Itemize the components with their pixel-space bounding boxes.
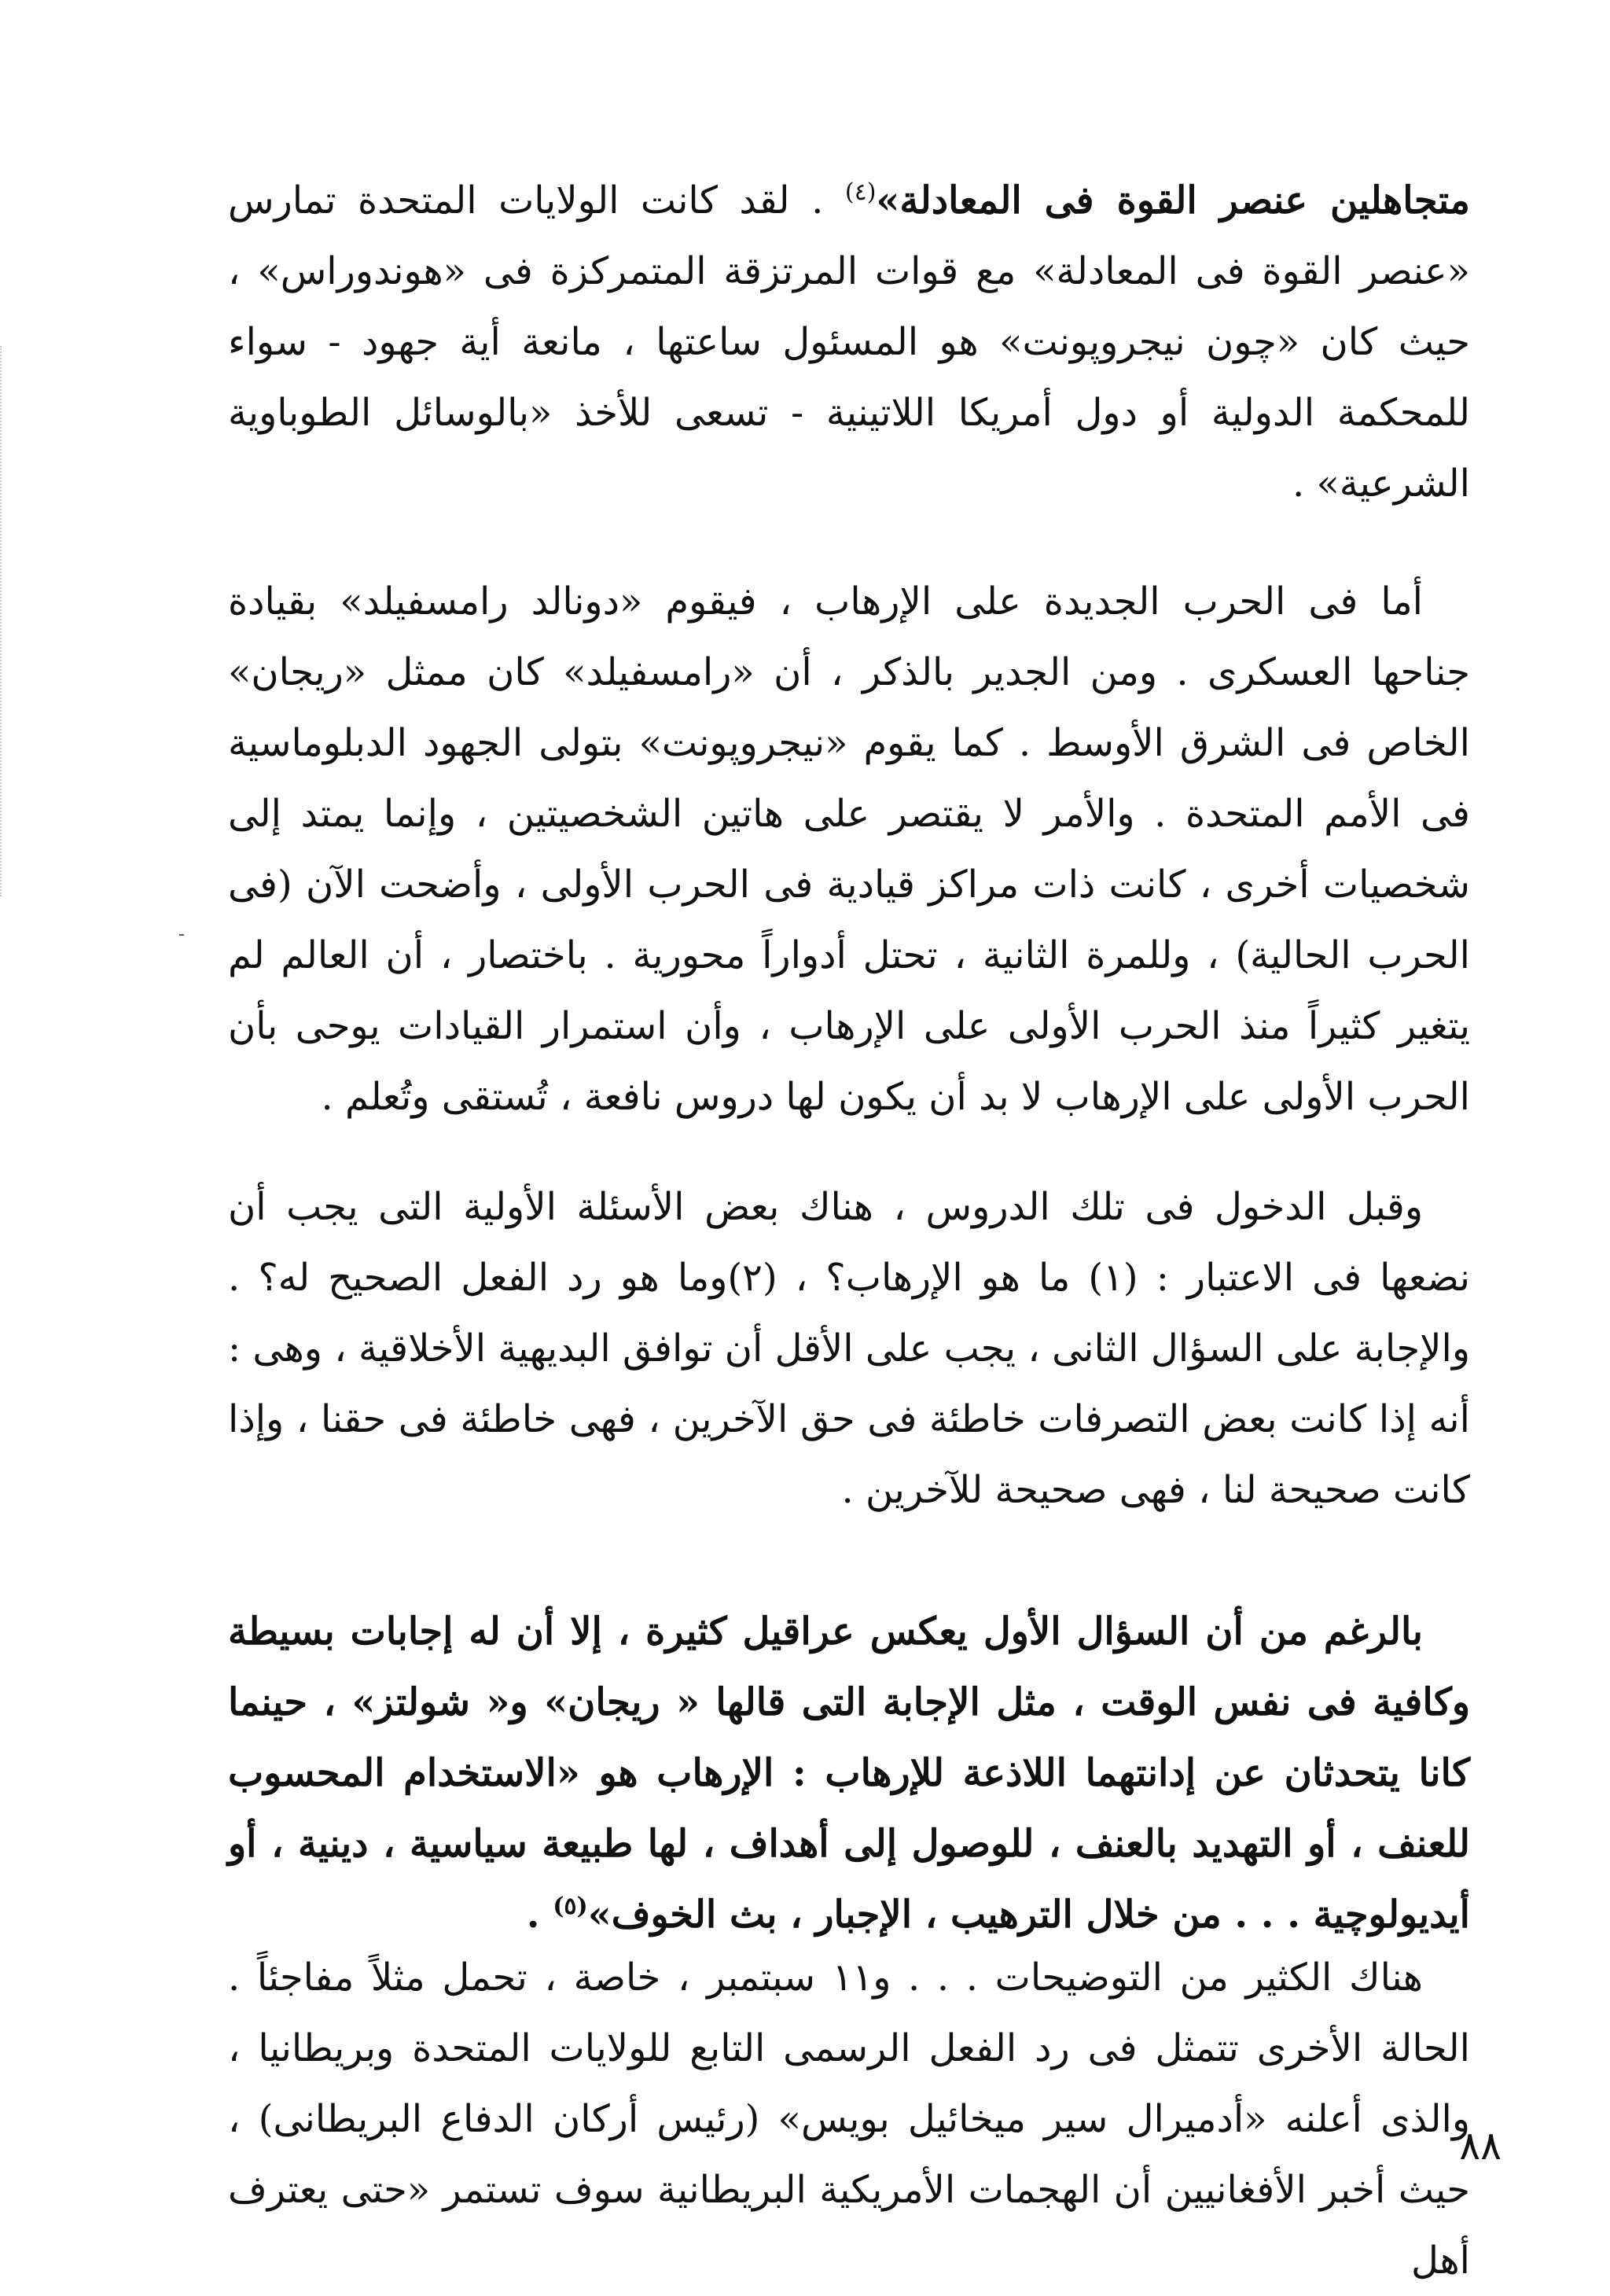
- page-body: [228, 157, 1471, 2283]
- scan-edge-marks: [0, 346, 16, 896]
- paragraph-3: [228, 1172, 1470, 1525]
- footnote-marker-5: (٥): [553, 1893, 588, 1920]
- paragraph-4-bold-quote: [228, 1596, 1470, 1950]
- paragraph-4-text: بالرغم من أن السؤال الأول يعكس عراقيل كثيرة ، إلا أن له إجابات بسيطة وكافية فى نفس الوقت ، مثل الإجابة التى قالها « ريجان» و« شولتز» ، حينما كانا يتحدثان عن إدانتهما اللاذعة للإرهاب : الإرهاب هو «الاستخدام المحسوب للعنف ، أو التهديد بالعنف ، للوصول إلى أهداف ، لها طبيعة سياسية ، دينية ، أو أيديولوچية . . . من خلال الترهيب ، الإجبار ، بث الخوف»: [228, 1610, 1470, 1937]
- paragraph-3-text: وقبل الدخول فى تلك الدروس ، هناك بعض الأسئلة الأولية التى يجب أن نضعها فى الاعتبار : (١) ما هو الإرهاب؟ ، (٢)وما هو رد الفعل الصحيح له؟ . والإجابة على السؤال الثانى ، يجب على الأقل أن توافق البديهية الأخلاقية ، وهى : أنه إذا كانت بعض التصرفات خاطئة فى حق الآخرين ، فهى خاطئة فى حقنا ، وإذا كانت صحيحة لنا ، فهى صحيحة للآخرين .: [228, 1185, 1471, 1512]
- paragraph-5: [228, 1942, 1470, 2296]
- paragraph-2-text: أما فى الحرب الجديدة على الإرهاب ، فيقوم «دونالد رامسفيلد» بقيادة جناحها العسكرى . ومن الجدير بالذكر ، أن «رامسفيلد» كان ممثل «ريجان» الخاص فى الشرق الأوسط . كما يقوم «نيجروپونت» بتولى الجهود الدبلوماسية فى الأمم المتحدة . والأمر لا يقتصر على هاتين الشخصيتين ، وإنما يمتد إلى شخصيات أخرى ، كانت ذات مراكز قيادية فى الحرب الأولى ، وأضحت الآن (فى الحرب الحالية) ، وللمرة الثانية ، تحتل أدواراً محورية . باختصار ، أن العالم لم يتغير كثيراً منذ الحرب الأولى على الإرهاب ، وأن استمرار القيادات يوحى بأن الحرب الأولى على الإرهاب لا بد أن يكون لها دروس نافعة ، تُستقى وتُعلم .: [228, 580, 1470, 1119]
- paragraph-2: [228, 566, 1470, 1132]
- scan-speck: [179, 934, 184, 936]
- paragraph-5-text: هناك الكثير من التوضيحات . . . و١١ سبتمبر ، خاصة ، تحمل مثلاً مفاجئاً . الحالة الأخرى تتمثل فى رد الفعل الرسمى التابع للولايات المتحدة وبريطانيا ، والذى أعلنه «أدميرال سير ميخائيل بويس» (رئيس أركان الدفاع البريطانى) ، حيث أخبر الأفغانيين أن الهجمات الأمريكية البريطانية سوف تستمر «حتى يعترف أهل: [228, 1956, 1470, 2283]
- paragraph-1-text: . لقد كانت الولايات المتحدة تمارس «عنصر القوة فى المعادلة» مع قوات المرتزقة المتمركزة فى «هوندوراس» ، حيث كان «چون نيجروپونت» هو المسئول ساعتها ، مانعة أية جهود - سواء للمحكمة الدولية أو دول أمريكا اللاتينية - تسعى للأخذ «بالوسائل الطوباوية الشرعية» .: [228, 178, 1471, 506]
- footnote-marker-4: (٤): [844, 178, 877, 206]
- paragraph-4-tail: .: [526, 1893, 553, 1937]
- paragraph-1: [228, 165, 1470, 519]
- page-number: ٨٨: [1459, 2123, 1502, 2169]
- paragraph-1-bold-lead: متجاهلين عنصر القوة فى المعادلة»: [876, 178, 1470, 223]
